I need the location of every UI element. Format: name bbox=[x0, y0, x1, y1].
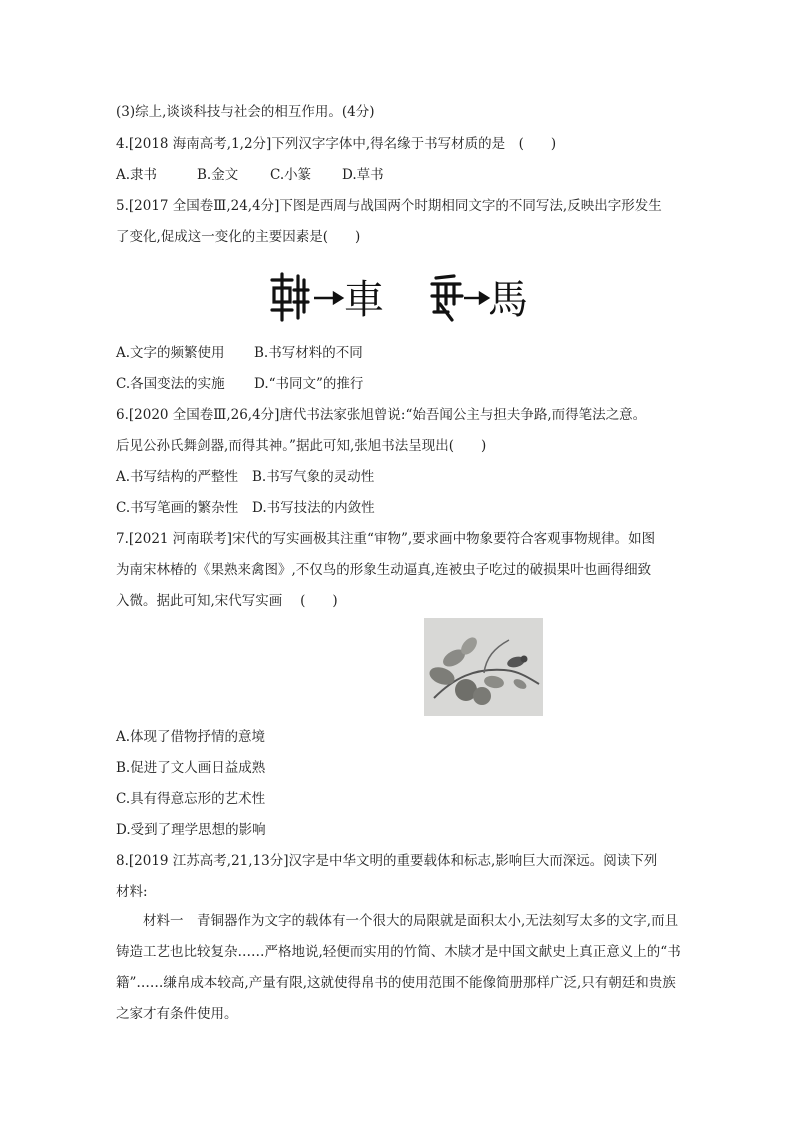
q7-stem-line2: 为南宋林椿的《果熟来禽图》,不仅鸟的形象生动逼真,连被虫子吃过的破损果叶也画得细致 bbox=[116, 562, 652, 578]
q6-option-d: D.书写技法的内敛性 bbox=[252, 500, 375, 516]
q4-option-c: C.小篆 bbox=[270, 167, 312, 183]
q7-option-d: D.受到了理学思想的影响 bbox=[116, 822, 266, 838]
q4-option-a: A.隶书 bbox=[116, 167, 158, 183]
q7-option-c: C.具有得意忘形的艺术性 bbox=[116, 791, 266, 807]
q8-stem-line2: 材料: bbox=[116, 884, 148, 900]
ancient-glyph-ma bbox=[432, 276, 462, 320]
q5-stem-line1: 5.[2017 全国卷Ⅲ,24,4分]下图是西周与战国两个时期相同文字的不同写法,反映出字形发生 bbox=[116, 198, 662, 214]
q5-option-b: B.书写材料的不同 bbox=[254, 345, 363, 361]
q6-stem-line1: 6.[2020 全国卷Ⅲ,26,4分]唐代书法家张旭曾说:“始吾闻公主与担夫争路,而得笔法之意。 bbox=[116, 407, 647, 423]
q5-option-c: C.各国变法的实施 bbox=[116, 376, 225, 392]
q6-option-b: B.书写气象的灵动性 bbox=[252, 469, 375, 485]
painting-image bbox=[424, 618, 543, 716]
q7-option-b: B.促进了文人画日益成熟 bbox=[116, 760, 266, 776]
q8-material-one: 材料一 青铜器作为文字的载体有一个很大的局限就是面积太小,无法刻写太多的文字,而且铸造工艺也比较复杂……严格地说,轻便而实用的竹简、木牍才是中国文献史上真正意义上的“书籍”……缣帛成本较高,产量有限,这就使得帛书的使用范围不能像简册那样广泛,只有朝廷和贵族之家才有条件使用。 bbox=[116, 913, 681, 1022]
q7-stem-line1: 7.[2021 河南联考]宋代的写实画极其注重“审物”,要求画中物象要符合客观事物规律。如图 bbox=[116, 531, 656, 547]
q7-option-a: A.体现了借物抒情的意境 bbox=[116, 729, 266, 745]
q4-option-d: D.草书 bbox=[342, 167, 384, 183]
q7-stem-line3: 入微。据此可知,宋代写实画 ( ) bbox=[116, 593, 338, 609]
arrow-icon bbox=[314, 293, 342, 303]
modern-glyph-che: 車 bbox=[344, 277, 384, 323]
q3-subquestion: (3)综上,谈谈科技与社会的相互作用。(4分) bbox=[116, 104, 375, 120]
q5-option-d: D.“书同文”的推行 bbox=[254, 376, 364, 392]
q6-option-c: C.书写笔画的繁杂性 bbox=[116, 500, 239, 516]
q8-stem-line1: 8.[2019 江苏高考,21,13分]汉字是中华文明的重要载体和标志,影响巨大而深远。阅读下列 bbox=[116, 853, 658, 869]
q4-option-b: B.金文 bbox=[197, 167, 239, 183]
q6-option-a: A.书写结构的严整性 bbox=[116, 469, 239, 485]
arrow-icon bbox=[464, 293, 488, 303]
q5-stem-line2: 了变化,促成这一变化的主要因素是( ) bbox=[116, 229, 361, 245]
modern-glyph-ma: 馬 bbox=[488, 277, 528, 323]
q5-option-a: A.文字的频繁使用 bbox=[116, 345, 225, 361]
ancient-character-figure bbox=[268, 268, 528, 324]
q6-stem-line2: 后见公孙氏舞剑器,而得其神。”据此可知,张旭书法呈现出( ) bbox=[116, 438, 487, 454]
painting-svg bbox=[424, 618, 543, 716]
ancient-character-figure-svg bbox=[268, 268, 528, 324]
q4-stem: 4.[2018 海南高考,1,2分]下列汉字字体中,得名缘于书写材质的是 ( ) bbox=[116, 136, 557, 152]
ancient-glyph-che bbox=[272, 274, 308, 320]
